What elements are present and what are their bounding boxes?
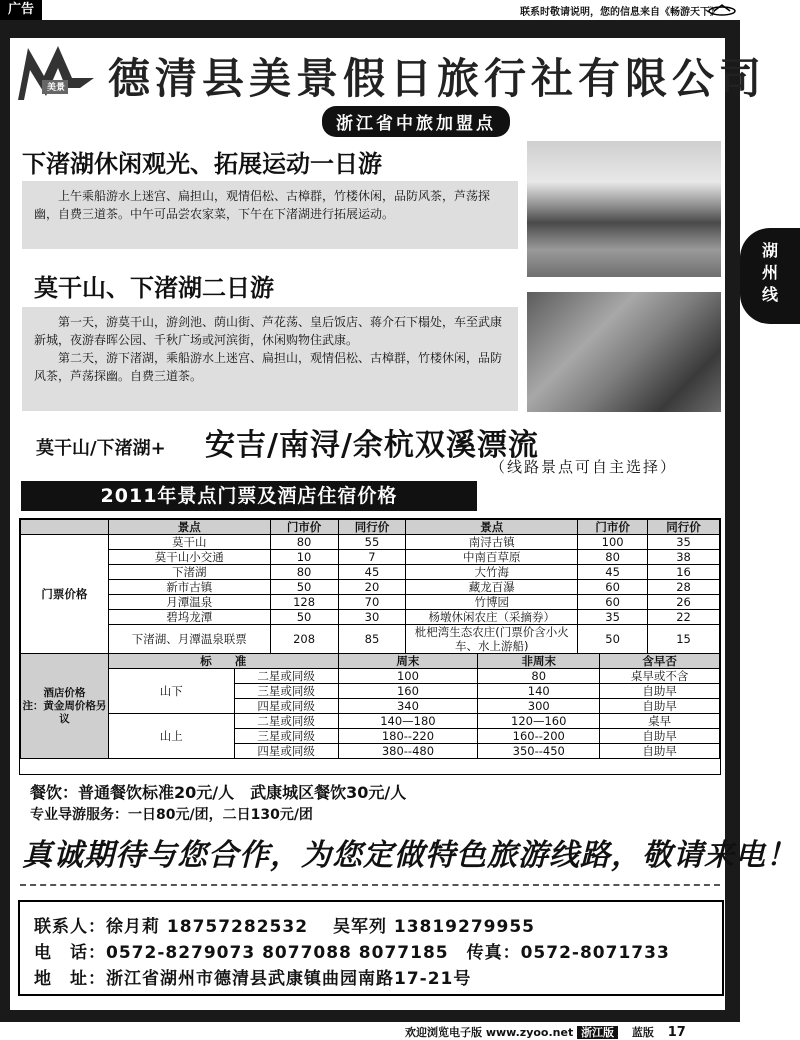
table-cell: 300 <box>478 699 600 714</box>
table-row <box>21 595 720 610</box>
route1-desc-box <box>22 181 518 249</box>
table-cell: 100 <box>578 535 648 550</box>
column-header: 同行价 <box>648 520 720 535</box>
table-cell: 三星或同级 <box>234 684 338 699</box>
mountain-photo <box>527 292 721 412</box>
table-cell: 128 <box>270 595 338 610</box>
table-row <box>21 535 720 550</box>
table-cell: 自助早 <box>600 744 720 759</box>
route2-day1: 第一天，游莫干山，游剑池、荫山街、芦花荡、皇后饭店、蒋介石下榻处，车至武康新城，夜游春晖公园、千秋广场或河滨街，休闲购物住武康。 <box>34 315 503 347</box>
table-cell: 140 <box>478 684 600 699</box>
table-cell: 45 <box>578 565 648 580</box>
table-cell: 50 <box>270 610 338 625</box>
table-cell: 100 <box>338 669 478 684</box>
magazine-logo-icon <box>708 4 736 19</box>
hotel-label: 酒店价格 <box>43 686 86 699</box>
table-cell: 70 <box>338 595 406 610</box>
table-cell: 160--200 <box>478 729 600 744</box>
table-cell: 二星或同级 <box>234 669 338 684</box>
table-cell: 35 <box>648 535 720 550</box>
table-cell: 26 <box>648 595 720 610</box>
column-header: 景点 <box>108 520 270 535</box>
table-cell: 碧坞龙潭 <box>108 610 270 625</box>
table-cell: 莫干山小交通 <box>108 550 270 565</box>
table-cell: 竹博园 <box>406 595 578 610</box>
banner-main: 安吉/南浔/余杭双溪漂流 <box>205 428 539 463</box>
region-char: 州 <box>761 263 778 282</box>
table-cell: 80 <box>478 669 600 684</box>
table-cell: 自助早 <box>600 729 720 744</box>
hotel-label-cell <box>21 654 109 759</box>
table-cell: 7 <box>338 550 406 565</box>
table-cell: 45 <box>338 565 406 580</box>
region-tab <box>740 228 800 324</box>
logo-text: 美景 <box>47 83 66 93</box>
column-header: 门市价 <box>578 520 648 535</box>
table-row <box>21 610 720 625</box>
table-row <box>21 714 720 729</box>
table-cell: 60 <box>578 595 648 610</box>
region-char: 线 <box>761 285 778 304</box>
table-cell: 380--480 <box>338 744 478 759</box>
source-note: 联系时敬请说明，您的信息来自《畅游天下》 <box>520 7 720 18</box>
table-cell: 120—160 <box>478 714 600 729</box>
table-cell: 80 <box>578 550 648 565</box>
table-cell: 三星或同级 <box>234 729 338 744</box>
column-header: 周末 <box>338 654 478 669</box>
table-cell: 四星或同级 <box>234 699 338 714</box>
footer-text: 欢迎浏览电子版 www.zyoo.net <box>405 1026 574 1039</box>
table-cell: 自助早 <box>600 699 720 714</box>
route2-day2: 第二天，游下渚湖，乘船游水上迷宫、扁担山，观情侣松、古樟群，竹楼休闲，品防风茶，芦荡探幽。自费三道茶。 <box>34 351 503 383</box>
meal-info: 餐饮：普通餐饮标准20元/人 武康城区餐饮30元/人 <box>30 783 407 802</box>
ticket-table <box>20 519 720 654</box>
column-header: 门市价 <box>270 520 338 535</box>
lake-photo <box>527 141 721 277</box>
banner-note: （线路景点可自主选择） <box>490 458 678 476</box>
table-cell: 80 <box>270 565 338 580</box>
table-cell: 桌早 <box>600 714 720 729</box>
table-row <box>21 550 720 565</box>
contact-box <box>18 900 724 996</box>
guide-info: 专业导游服务：一日80元/团，二日130元/团 <box>30 807 313 823</box>
route1-desc: 上午乘船游水上迷宫、扁担山，观情侣松、古樟群，竹楼休闲，品防风茶，芦荡探幽，自费三道茶。中午可品尝农家菜，下午在下渚湖进行拓展运动。 <box>34 189 491 221</box>
table-cell: 50 <box>578 625 648 654</box>
column-header: 同行价 <box>338 520 406 535</box>
table-cell: 30 <box>338 610 406 625</box>
ticket-header-row <box>21 520 720 535</box>
table-cell: 55 <box>338 535 406 550</box>
table-row <box>21 580 720 595</box>
contact-person: 联系人：徐月莉 18757282532 吴军列 13819279955 <box>34 917 535 937</box>
hotel-note: 注：黄金周价格另议 <box>22 699 107 725</box>
price-title: 2011年景点门票及酒店住宿价格 <box>21 481 477 511</box>
member-badge: 浙江省中旅加盟点 <box>322 106 510 137</box>
region-char: 湖 <box>761 241 778 260</box>
hotel-header-row <box>21 654 720 669</box>
table-cell: 10 <box>270 550 338 565</box>
table-cell: 藏龙百瀑 <box>406 580 578 595</box>
table-cell: 15 <box>648 625 720 654</box>
table-cell: 180--220 <box>338 729 478 744</box>
table-cell: 28 <box>648 580 720 595</box>
banner-prefix: 莫干山/下渚湖+ <box>36 438 166 459</box>
table-row <box>21 669 720 684</box>
page-number: 17 <box>667 1025 686 1040</box>
contact-address: 地 址：浙江省湖州市德清县武康镇曲园南路17-21号 <box>34 969 472 989</box>
table-cell: 160 <box>338 684 478 699</box>
company-logo <box>14 40 96 104</box>
table-cell: 38 <box>648 550 720 565</box>
table-cell: 自助早 <box>600 684 720 699</box>
slogan: 真诚期待与您合作，为您定做特色旅游线路，敬请来电！ <box>22 838 797 873</box>
hotel-area: 山下 <box>108 669 234 714</box>
table-cell: 桌早或不含 <box>600 669 720 684</box>
table-cell: 月潭温泉 <box>108 595 270 610</box>
column-header: 景点 <box>406 520 578 535</box>
price-table-wrap <box>19 518 721 775</box>
table-cell: 中南百草原 <box>406 550 578 565</box>
table-cell: 南浔古镇 <box>406 535 578 550</box>
table-cell: 杨墩休闲农庄（采摘券） <box>406 610 578 625</box>
footer-edition: 浙江版 <box>577 1026 618 1039</box>
hotel-area: 山上 <box>108 714 234 759</box>
table-cell: 60 <box>578 580 648 595</box>
table-cell: 35 <box>578 610 648 625</box>
table-cell: 85 <box>338 625 406 654</box>
contact-phone: 电 话：0572-8279073 8077088 8077185 传真：0572-8071733 <box>34 943 670 963</box>
table-cell: 80 <box>270 535 338 550</box>
table-cell: 下渚湖、月潭温泉联票 <box>108 625 270 654</box>
table-row <box>21 625 720 654</box>
route2-title: 莫干山、下渚湖二日游 <box>34 273 274 302</box>
table-cell: 二星或同级 <box>234 714 338 729</box>
table-cell: 莫干山 <box>108 535 270 550</box>
column-header: 含早否 <box>600 654 720 669</box>
route2-desc-box <box>22 307 518 411</box>
table-cell: 大竹海 <box>406 565 578 580</box>
table-cell: 50 <box>270 580 338 595</box>
footer <box>405 1024 686 1040</box>
table-cell: 新市古镇 <box>108 580 270 595</box>
table-cell: 下渚湖 <box>108 565 270 580</box>
table-cell: 枇杷湾生态农庄(门票价含小火车、水上游船) <box>406 625 578 654</box>
table-cell: 340 <box>338 699 478 714</box>
table-cell: 208 <box>270 625 338 654</box>
ad-tag: 广告 <box>0 0 42 20</box>
column-header: 非周末 <box>478 654 600 669</box>
footer-section: 蓝版 <box>631 1026 654 1039</box>
ticket-label: 门票价格 <box>21 535 109 654</box>
route1-title: 下渚湖休闲观光、拓展运动一日游 <box>22 149 382 178</box>
table-cell: 四星或同级 <box>234 744 338 759</box>
column-header: 标 准 <box>108 654 338 669</box>
company-name: 德清县美景假日旅行社有限公司 <box>108 54 767 103</box>
hotel-table <box>20 653 720 759</box>
header-blank <box>21 520 109 535</box>
table-cell: 16 <box>648 565 720 580</box>
divider <box>20 884 720 886</box>
table-row <box>21 565 720 580</box>
table-cell: 140—180 <box>338 714 478 729</box>
table-cell: 350--450 <box>478 744 600 759</box>
table-cell: 20 <box>338 580 406 595</box>
table-cell: 22 <box>648 610 720 625</box>
